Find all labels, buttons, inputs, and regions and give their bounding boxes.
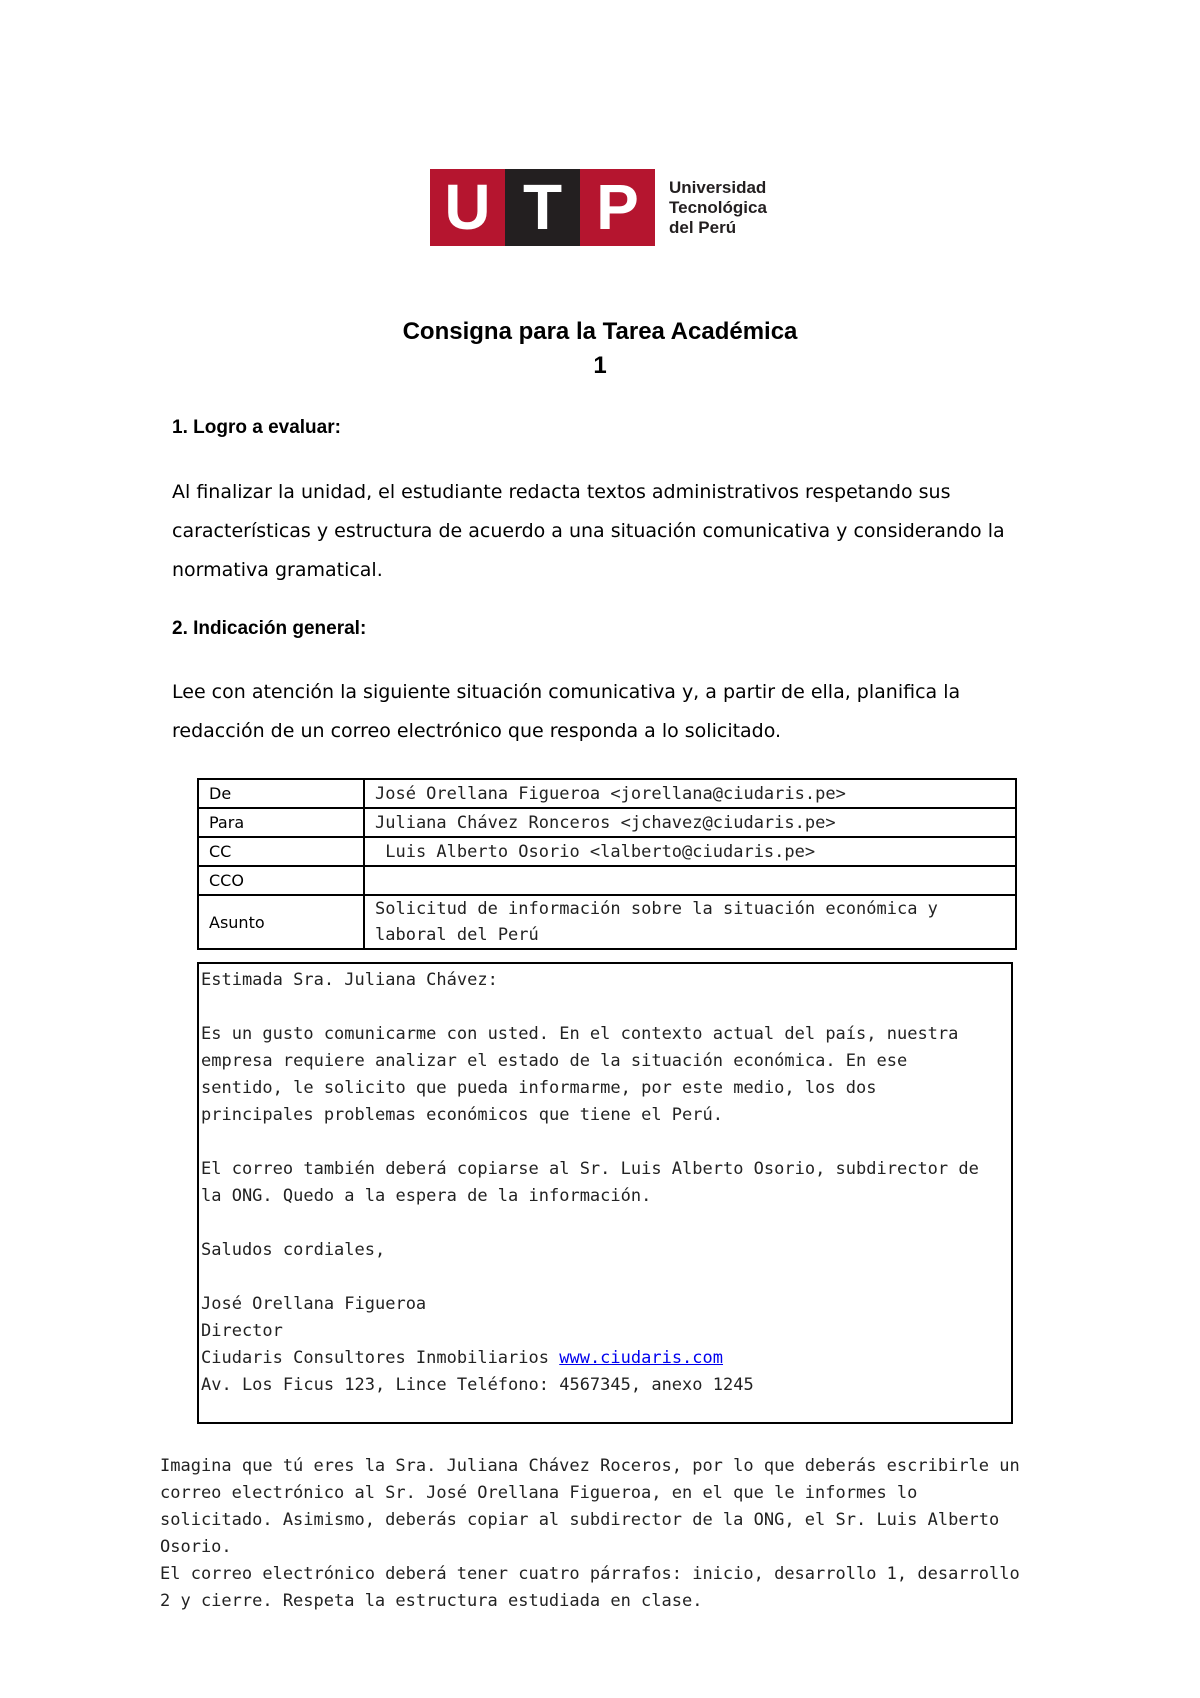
section-heading-logro: 1. Logro a evaluar:: [172, 417, 341, 438]
email-paragraph-1: [201, 1021, 1009, 1129]
page-title: Consigna para la Tarea Académica: [402, 318, 798, 345]
instruction-line: Osorio.: [160, 1537, 232, 1557]
email-line: empresa requiere analizar el estado de la situación económica. En ese: [201, 1051, 908, 1071]
email-label-bcc: CCO: [198, 866, 364, 895]
paragraph-line: Al finalizar la unidad, el estudiante redacta textos administrativos respetando sus: [172, 481, 951, 503]
email-label-from: De: [198, 779, 364, 808]
subject-line: laboral del Perú: [375, 925, 539, 945]
signature-address: Av. Los Ficus 123, Lince Teléfono: 4567345, anexo 1245: [201, 1375, 754, 1395]
email-paragraph-2: [201, 1156, 1009, 1210]
email-label-to: Para: [198, 808, 364, 837]
subject-line: Solicitud de información sobre la situación económica y: [375, 899, 938, 919]
email-value-from: José Orellana Figueroa <jorellana@ciudaris.pe>: [364, 779, 1016, 808]
utp-logo: [430, 169, 767, 246]
email-body: [197, 962, 1013, 1424]
instruction-line: El correo electrónico deberá tener cuatro párrafos: inicio, desarrollo 1, desarrollo: [160, 1564, 1020, 1584]
email-label-cc: CC: [198, 837, 364, 866]
instruction-line: correo electrónico al Sr. José Orellana Figueroa, en el que le informes lo: [160, 1483, 918, 1503]
email-closing: Saludos cordiales,: [201, 1240, 386, 1260]
email-line: Es un gusto comunicarme con usted. En el contexto actual del país, nuestra: [201, 1024, 959, 1044]
company-website-link[interactable]: www.ciudaris.com: [559, 1348, 723, 1368]
paragraph-line: normativa gramatical.: [172, 559, 383, 581]
email-line: sentido, le solicito que pueda informarme, por este medio, los dos: [201, 1078, 877, 1098]
email-value-cc: Luis Alberto Osorio <lalberto@ciudaris.pe>: [364, 837, 1016, 866]
page-title-number: 1: [593, 352, 607, 379]
signature-company: Ciudaris Consultores Inmobiliarios: [201, 1348, 560, 1368]
email-header-table: [197, 778, 1017, 950]
email-header-row-subject: [198, 895, 1016, 949]
signature-role: Director: [201, 1321, 283, 1341]
instruction-line: 2 y cierre. Respeta la estructura estudiada en clase.: [160, 1591, 703, 1611]
instruction-line: Imagina que tú eres la Sra. Juliana Chávez Roceros, por lo que deberás escribirle un: [160, 1456, 1020, 1476]
logo-letter-p: P: [580, 169, 655, 246]
email-value-to: Juliana Chávez Ronceros <jchavez@ciudaris.pe>: [364, 808, 1016, 837]
email-value-subject: [364, 895, 1016, 949]
section-paragraph-logro: [172, 473, 1052, 590]
logo-letter-t: T: [505, 169, 580, 246]
task-instructions: [160, 1453, 1060, 1615]
email-line: El correo también deberá copiarse al Sr. Luis Alberto Osorio, subdirector de: [201, 1159, 979, 1179]
paragraph-line: características y estructura de acuerdo a una situación comunicativa y considerando la: [172, 520, 1005, 542]
email-header-row-bcc: [198, 866, 1016, 895]
logo-name-line: Tecnológica: [669, 197, 767, 217]
signature-company-line: [201, 1345, 1009, 1372]
email-line: principales problemas económicos que tiene el Perú.: [201, 1105, 723, 1125]
paragraph-line: redacción de un correo electrónico que responda a lo solicitado.: [172, 720, 782, 742]
logo-letter-u: U: [430, 169, 505, 246]
email-line: la ONG. Quedo a la espera de la información.: [201, 1186, 652, 1206]
signature-name: José Orellana Figueroa: [201, 1294, 427, 1314]
section-paragraph-indicacion: [172, 673, 1052, 751]
instruction-line: solicitado. Asimismo, deberás copiar al subdirector de la ONG, el Sr. Luis Alberto: [160, 1510, 1000, 1530]
logo-university-name: [669, 178, 767, 238]
email-header-row-cc: [198, 837, 1016, 866]
paragraph-line: Lee con atención la siguiente situación comunicativa y, a partir de ella, planifica la: [172, 681, 961, 703]
logo-name-line: Universidad: [669, 177, 767, 197]
logo-name-line: del Perú: [669, 217, 737, 237]
email-greeting: Estimada Sra. Juliana Chávez:: [201, 970, 498, 990]
email-header-row-to: [198, 808, 1016, 837]
email-header-row-from: [198, 779, 1016, 808]
section-heading-indicacion: 2. Indicación general:: [172, 618, 367, 639]
email-value-bcc: [364, 866, 1016, 895]
email-label-subject: Asunto: [198, 895, 364, 949]
